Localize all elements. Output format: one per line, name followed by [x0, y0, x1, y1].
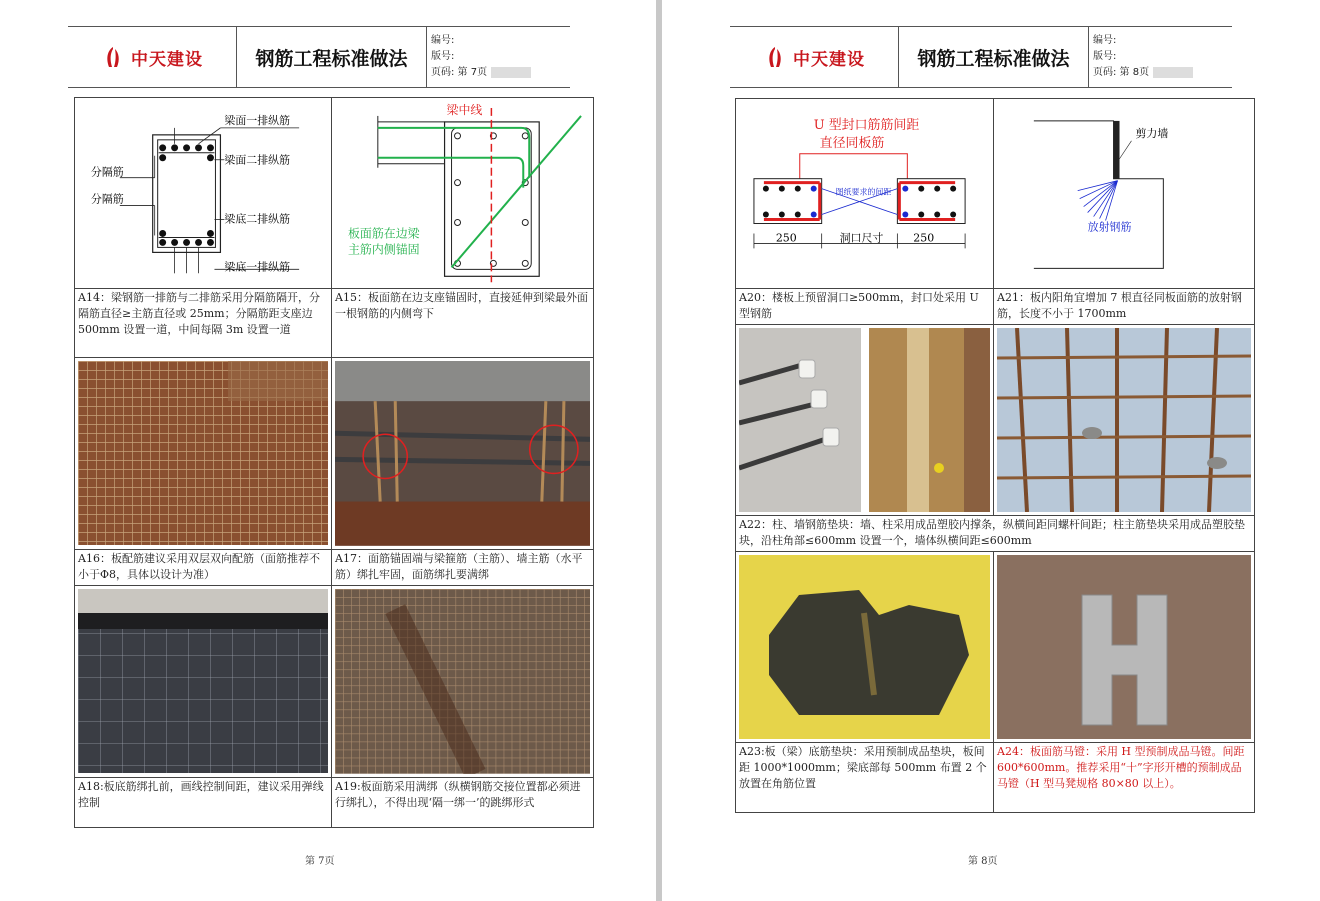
beam-section-diagram [75, 98, 331, 288]
label-bottom-row-2: 梁底二排纵筋 [224, 212, 291, 226]
redacted-block [491, 67, 531, 78]
page-footer: 第 8页 [968, 856, 998, 867]
caption-a23: A23:板（梁）底筋垫块：采用预制成品垫块，板间距 1000*1000mm；梁底部每 500mm 布置 2 个放置在角筋位置 [739, 745, 987, 791]
diagram-a14-cell [75, 98, 332, 289]
page-footer: 第 7页 [305, 856, 335, 867]
label-separator-2: 分隔筋 [90, 192, 124, 206]
photo-slab-double-mesh [78, 361, 328, 545]
caption-a24: A24：板面筋马镫：采用 H 型预制成品马镫。间距 600*600mm。推荐采用“十”字形开槽的预制成品马镫（H 型马凳规格 80×80 以上）。 [997, 745, 1245, 791]
diagram-a15-cell [332, 98, 594, 289]
radial-bar-diagram [994, 99, 1254, 288]
company-logo-mark [101, 45, 125, 69]
diagram-a21-cell [994, 99, 1255, 289]
code-label: 编号: [431, 35, 455, 46]
photo-column-rebar-cage [997, 328, 1251, 512]
caption-a14: A14：梁钢筋一排筋与二排筋采用分隔筋隔开，分隔筋直径≥主筋直径或 25mm；分隔筋距支座边 500mm 设置一道，中间每隔 3m 设置一道 [78, 291, 320, 337]
page-header [730, 26, 1232, 88]
diagram-a20-cell [736, 99, 994, 289]
label-radial-bars: 放射钢筋 [1087, 220, 1132, 234]
caption-a18: A18:板底筋绑扎前，画线控制间距，建议采用弹线控制 [78, 779, 324, 809]
page-number-text: 页码: 第 8页 [1093, 67, 1150, 78]
photo-a22-cell [736, 325, 994, 516]
photo-a22-column-cell [994, 325, 1255, 516]
page-header [68, 26, 570, 88]
document-meta [1093, 33, 1193, 81]
photo-precast-bottom-spacer [739, 555, 990, 739]
dim-250-right: 250 [913, 231, 935, 245]
label-shear-wall: 剪力墙 [1135, 126, 1169, 140]
photo-plastic-spacers [739, 328, 990, 512]
company-logo [730, 27, 898, 87]
label-separator-1: 分隔筋 [90, 165, 124, 179]
caption-a17: A17：面筋锚固端与梁箍筋（主筋）、墙主筋（水平筋）绑扎牢固，面筋绑扎要满绑 [335, 551, 583, 581]
caption-a20: A20：楼板上预留洞口≥500mm，封口处采用 U 型钢筋 [739, 291, 979, 321]
document-meta [431, 33, 531, 81]
page-number-label [431, 65, 531, 81]
caption-a15: A15：板面筋在边支座锚固时，直接延伸到梁最外面一根钢筋的内侧弯下 [335, 291, 588, 321]
content-table [735, 98, 1255, 813]
content-table [74, 97, 594, 828]
label-spacing-required: 图纸要求的间距 [835, 187, 892, 197]
photo-a23-cell [736, 552, 994, 743]
label-centerline: 梁中线 [446, 102, 483, 117]
caption-a19: A19:板面筋采用满绑（纵横钢筋交接位置都必须进行绑扎），不得出现‘隔一绑一’的跳绑形式 [335, 779, 581, 809]
version-label: 版号: [431, 51, 455, 62]
caption-a21: A21：板内阳角宜增加 7 根直径同板面筋的放射钢筋，长度不小于 1700mm [997, 291, 1242, 321]
label-u-bar-line-1: U 型封口筋筋间距 [813, 117, 920, 133]
label-top-row-1: 梁面一排纵筋 [224, 113, 291, 127]
slab-anchor-diagram [332, 98, 593, 288]
company-logo-mark [763, 45, 787, 69]
dim-hole-size: 洞口尺寸 [839, 231, 884, 245]
caption-a16: A16：板配筋建议采用双层双向配筋（面筋推荐不小于Φ8，具体以设计为准） [78, 551, 320, 581]
page-number-label [1093, 65, 1193, 81]
redacted-block [1153, 67, 1193, 78]
company-logo [68, 27, 236, 87]
label-top-row-2: 梁面二排纵筋 [224, 153, 291, 167]
document-page-8 [662, 0, 1320, 901]
dim-250-left: 250 [775, 231, 797, 245]
photo-full-tie-mesh [335, 589, 590, 774]
photo-a24-cell [994, 552, 1255, 743]
code-label: 编号: [1093, 35, 1117, 46]
document-page-7 [0, 0, 656, 901]
photo-a16-cell [75, 358, 332, 550]
photo-a18-cell [75, 585, 332, 777]
label-bottom-row-1: 梁底一排纵筋 [224, 260, 291, 274]
photo-h-type-chair [997, 555, 1251, 739]
photo-chalk-line-grid [78, 589, 328, 773]
page-number-text: 页码: 第 7页 [431, 67, 488, 78]
document-title: 钢筋工程标准做法 [236, 27, 427, 87]
company-name: 中天建设 [793, 49, 865, 70]
document-title: 钢筋工程标准做法 [898, 27, 1089, 87]
label-anchor-line-1: 板面筋在边梁 [347, 226, 420, 241]
caption-a22: A22：柱、墙钢筋垫块：墙、柱采用成品塑胶内撑条，纵横间距同螺杆间距；柱主筋垫块采用成品塑胶垫块，沿柱角部≤600mm 设置一个，墙体纵横间距≤600mm [739, 518, 1245, 548]
photo-top-bar-anchorage [335, 361, 590, 546]
label-u-bar-line-2: 直径同板筋 [819, 135, 885, 151]
company-name: 中天建设 [131, 49, 203, 70]
opening-u-bar-diagram [736, 99, 993, 288]
photo-a19-cell [332, 585, 594, 777]
version-label: 版号: [1093, 51, 1117, 62]
label-anchor-line-2: 主筋内侧锚固 [347, 242, 420, 257]
photo-a17-cell [332, 358, 594, 550]
